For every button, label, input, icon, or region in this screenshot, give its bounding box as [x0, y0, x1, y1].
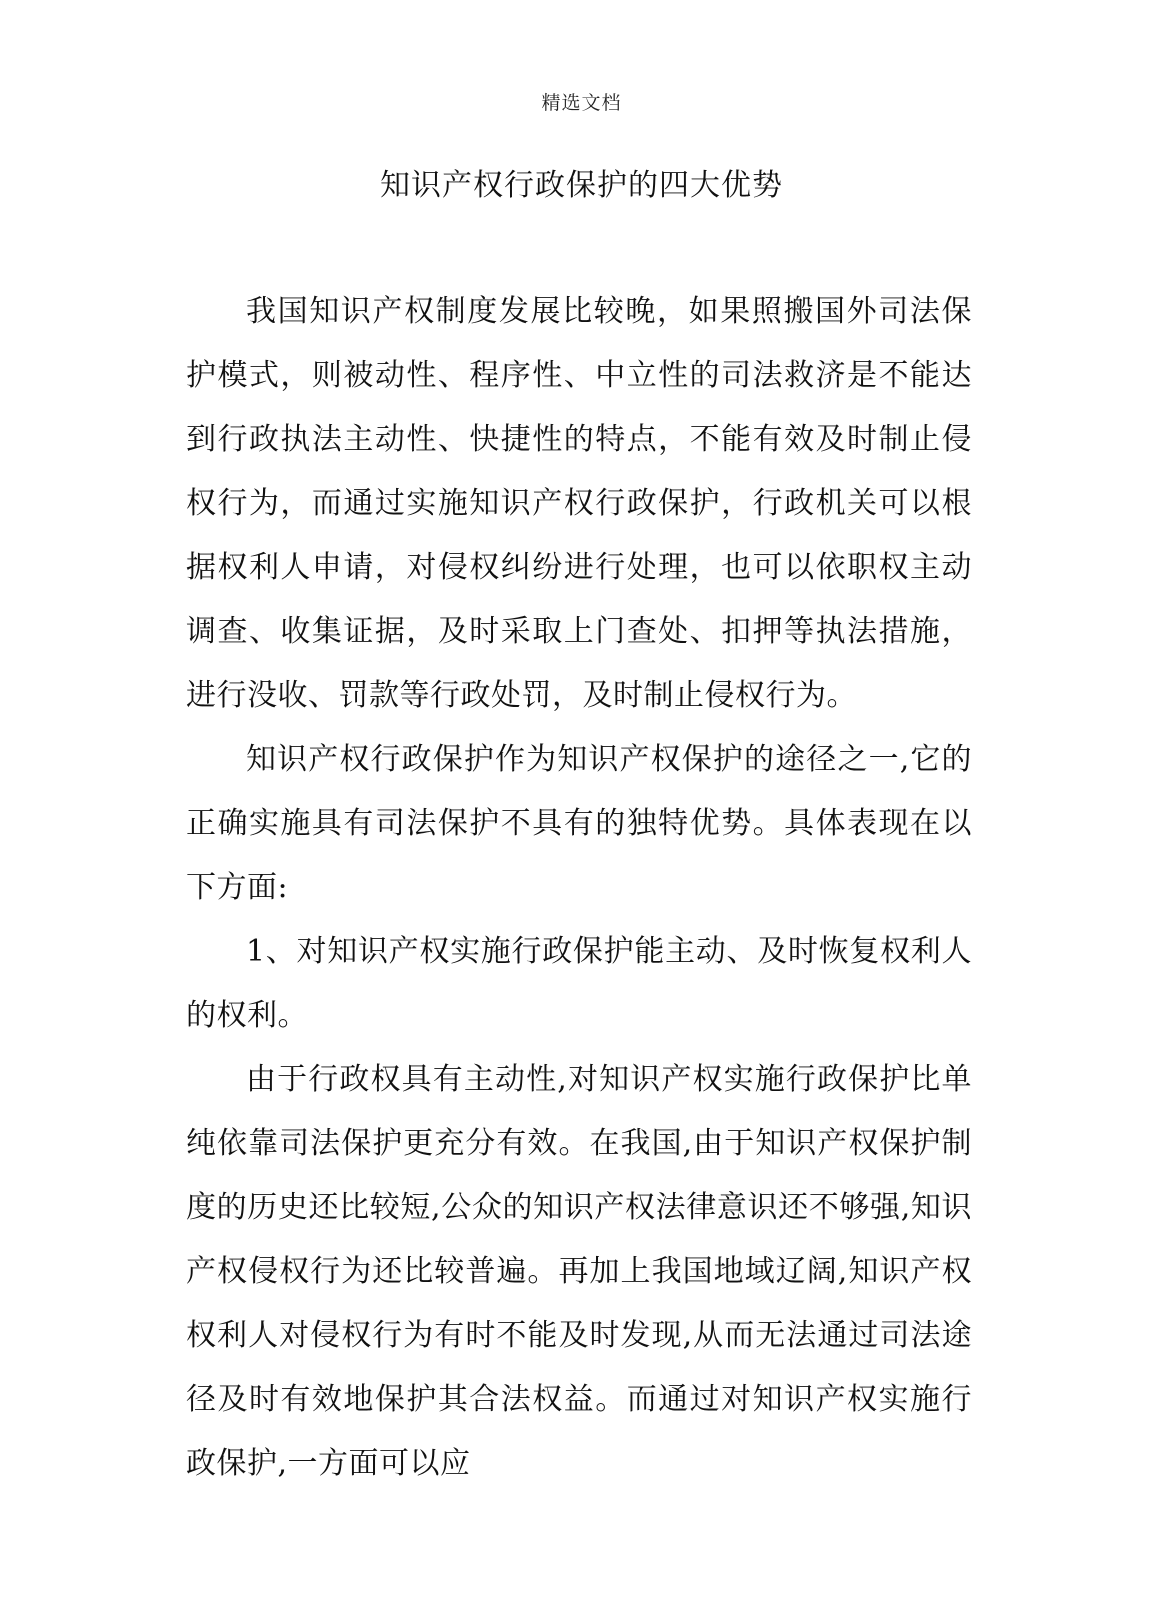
page-header-label: 精选文档 [541, 92, 622, 114]
document-body [186, 280, 972, 1496]
paragraph-2: 知识产权行政保护作为知识产权保护的途径之一,它的正确实施具有司法保护不具有的独特优势。具体表现在以下方面: [186, 742, 972, 905]
paragraph-3: 1、对知识产权实施行政保护能主动、及时恢复权利人的权利。 [186, 934, 972, 1033]
paragraph-1: 我国知识产权制度发展比较晚，如果照搬国外司法保护模式，则被动性、程序性、中立性的司法救济是不能达到行政执法主动性、快捷性的特点，不能有效及时制止侵权行为，而通过实施知识产权行政保护，行政机关可以根据权利人申请，对侵权纠纷进行处理，也可以依职权主动调查、收集证据，及时采取上门查处、扣押等执法措施，进行没收、罚款等行政处罚，及时制止侵权行为。 [186, 294, 972, 713]
paragraph-4: 由于行政权具有主动性,对知识产权实施行政保护比单纯依靠司法保护更充分有效。在我国,由于知识产权保护制度的历史还比较短,公众的知识产权法律意识还不够强,知识产权侵权行为还比较普遍。再加上我国地域辽阔,知识产权权利人对侵权行为有时不能及时发现,从而无法通过司法途径及时有效地保护其合法权益。而通过对知识产权实施行政保护,一方面可以应 [186, 1062, 972, 1481]
document-title: 知识产权行政保护的四大优势 [380, 168, 783, 203]
